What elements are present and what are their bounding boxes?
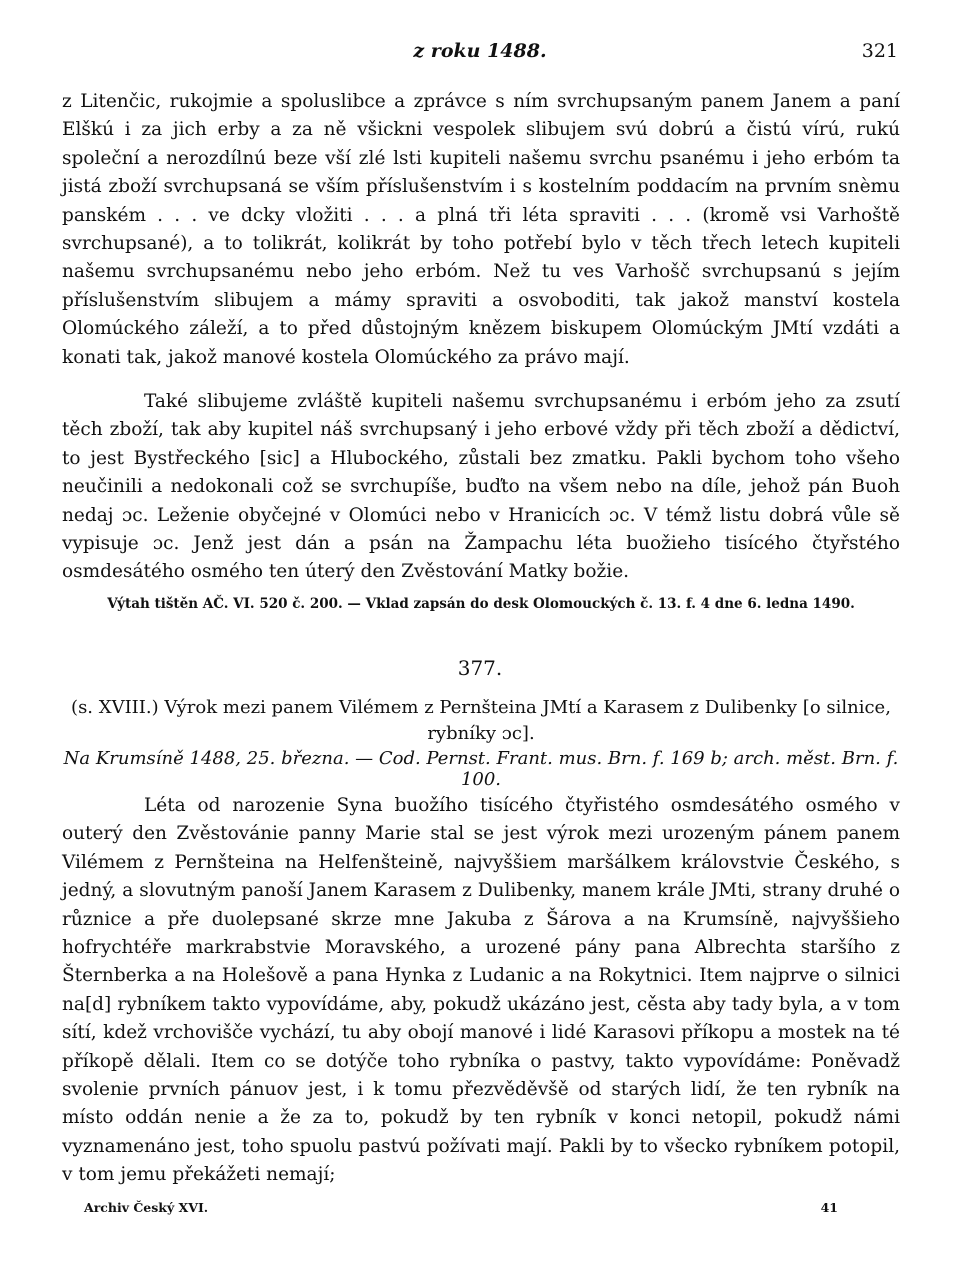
page-number: 321 xyxy=(861,40,898,62)
second-paragraph-block xyxy=(62,388,900,587)
sheet-number: 41 xyxy=(820,1200,838,1215)
running-title: z roku 1488. xyxy=(413,40,547,62)
editorial-note: Výtah tištěn AČ. VI. 520 č. 200. — Vklad zapsán do desk Olomouckých č. 13. f. 4 dne 6. ledna 1490. xyxy=(107,596,855,612)
document-number: 377. xyxy=(457,656,503,680)
document-source: Na Krumsíně 1488, 25. března. — Cod. Pernst. Frant. mus. Brn. f. 169 b; arch. měst. Brn. f. 100. xyxy=(63,748,899,790)
second-paragraph: Také slibujeme zvláště kupiteli našemu svrchupsanému i erbóm jeho za zsutí těch zboží, tak aby kupitel náš svrchupsaný i jeho erbové vždy při těch zboží a dědictví, to jest Bystřeckého [sic] a Hlubockého, zůstali bez zmatku. Pakli bychom toho všeho neučinili a nedokonali což se svrchupíše, buďto na všem nebo na díle, jehož pán Buoh nedaj ɔc. Leženie obyčejné v Olomúci nebo v Hranicích ɔc. V témž listu dobrá vůle sě vypisuje ɔc. Jenž jest dán a psán na Žampachu léta buožieho tisícého čtyřstého osmdesátého osmého ten úterý den Zvěstování Matky božie. xyxy=(62,391,900,583)
continuation-paragraph-block xyxy=(62,88,900,372)
document-heading: (s. XVIII.) Výrok mezi panem Vilémem z Pernšteina JMtí a Karasem z Dulibenky [o silnice, rybníky ɔc]. xyxy=(71,697,891,744)
signature-mark: Archiv Český XVI. xyxy=(84,1200,209,1215)
page-footer xyxy=(62,1200,898,1220)
page-header xyxy=(62,40,898,70)
continuation-paragraph: z Litenčic, rukojmie a spoluslibce a zprávce s ním svrchupsaným panem Janem a paní Elškú i za jich erby a za ně všickni vespolek slibujem svú dobrú a čistú vírú, rukú společní a nerozdílnú beze vší zlé lsti kupiteli našemu svrchu psanému i jeho erbóm ta jistá zboží svrchupsaná se vším příslušenstvím i s kostelním poddacím na prvním snèmu panském . . . ve dcky vložiti . . . a plná tři léta spraviti . . . (kromě vsi Varhoště svrchupsané), a to tolikrát, kolikrát by toho potřebí bylo v těch třech letech kupiteli našemu svrchupsanému nebo jeho erbóm. Než tu ves Varhošč svrchupsanú s jejím příslušenstvím slibujem a mámy spraviti a osvoboditi, tak jakož manství kostela Olomúckého záleží, a to před důstojným knězem biskupem Olomúckým JMtí vzdáti a konati tak, jakož manové kostela Olomúckého za právo mají. xyxy=(62,91,900,368)
document-text: Léta od narozenie Syna buožího tisícého čtyřistého osmdesátého osmého v outerý den Zvěstovánie panny Marie stal se jest výrok mezi urozeným pánem panem Vilémem z Pernšteina na Helfenšteině, najvyššiem maršálkem královstvie Českého, s jedný, a slovutným panoší Janem Karasem z Dulibenky, manem krále JMti, strany druhé o různice a pře duolepsané skrze mne Jakuba z Šárova a na Krumsíně, najvyššieho hofrychtéře markrabstvie Moravského, a urozené pány pana Albrechta staršího z Šternberka a na Holešově a pana Hynka z Ludanic a na Rokytnici. Item najprve o silnici na[d] rybníkem takto vypovídáme, aby, pokudž ukázáno jest, cěsta aby tady byla, a v tom sítí, kdež vrchovišče vychází, tu aby obojí manové i lidé Karasovi příkopu a mostek na té příkopě dělali. Item co se dotýče toho rybníka o pastvy, takto vypovídáme: Poněvadž svolenie prvních pánuov jest, i k tomu přezvěděvšě od starých lidí, že ten rybník na místo oddán nenie a že za to, pokudž by ten rybník v konci netopil, pokudž námi vyznamenáno jest, toho spuolu pastvú požívati mají. Pakli by to všecko rybníkem potopil, v tom jemu překážeti nemají; xyxy=(62,795,900,1186)
document-text-block xyxy=(62,792,900,1190)
